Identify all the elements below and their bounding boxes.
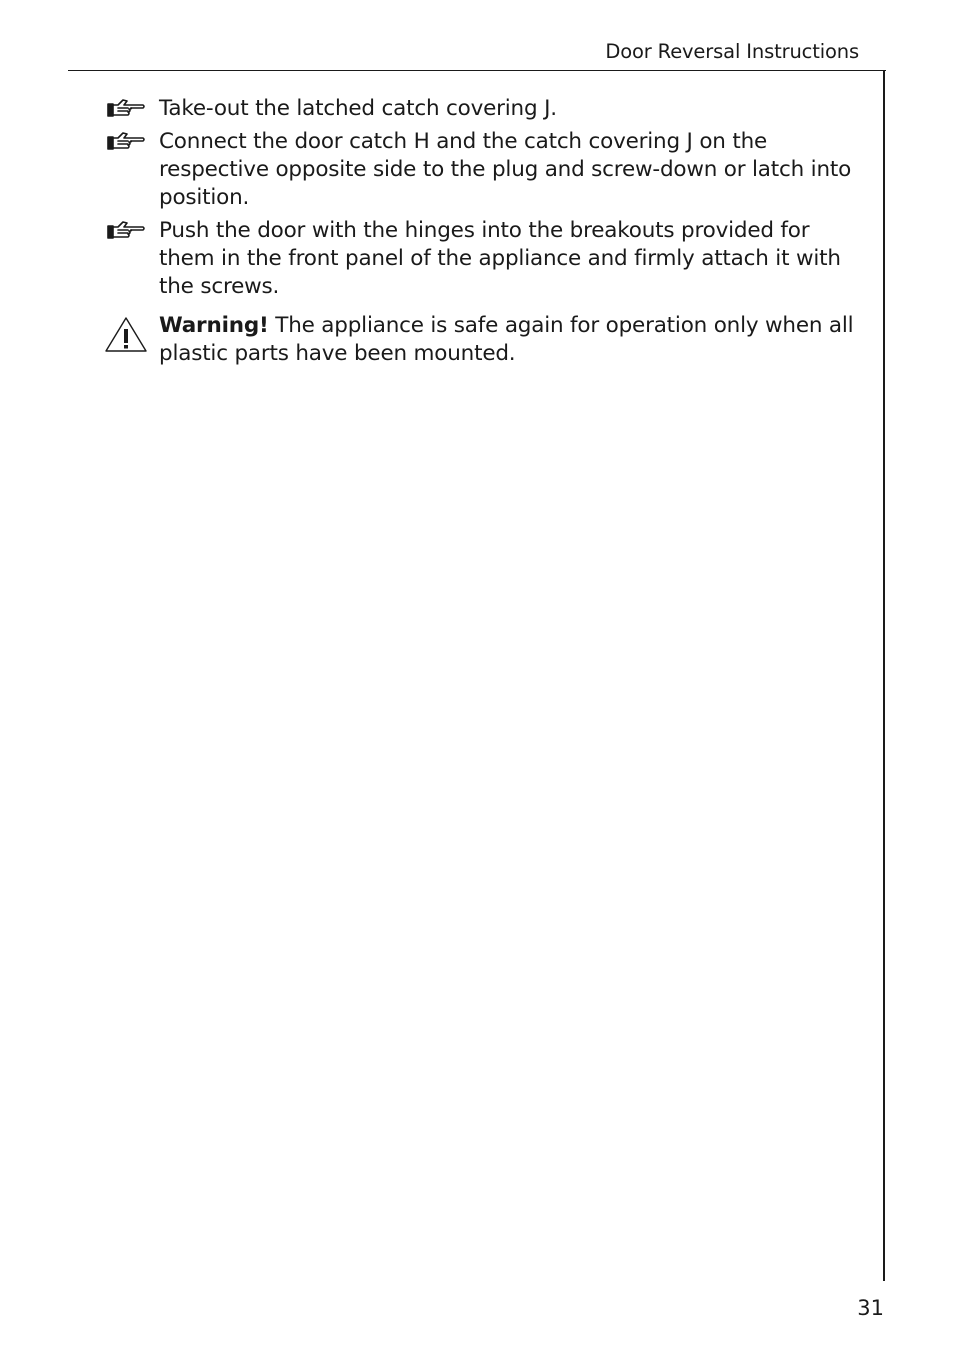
warning-label: Warning! — [159, 313, 269, 338]
pointing-hand-icon — [106, 131, 146, 153]
page-number: 31 — [857, 1296, 884, 1320]
instruction-step — [106, 95, 858, 123]
instruction-step-text: Take-out the latched catch covering J. — [159, 96, 557, 121]
instruction-step — [106, 217, 858, 301]
header-rule — [68, 70, 886, 71]
warning-note — [106, 312, 858, 368]
page-header-title: Door Reversal Instructions — [605, 40, 859, 63]
right-margin-rule — [883, 70, 885, 1281]
instruction-content — [106, 95, 858, 368]
warning-text: The appliance is safe again for operation only when all plastic parts have been mounted. — [159, 313, 854, 366]
instruction-step — [106, 128, 858, 212]
pointing-hand-icon — [106, 220, 146, 242]
instruction-step-text: Push the door with the hinges into the breakouts provided for them in the front panel of the appliance and firmly attach it with the screws. — [159, 218, 841, 299]
pointing-hand-icon — [106, 98, 146, 120]
instruction-step-text: Connect the door catch H and the catch covering J on the respective opposite side to the plug and screw-down or latch into position. — [159, 129, 852, 210]
warning-triangle-icon — [104, 316, 148, 354]
